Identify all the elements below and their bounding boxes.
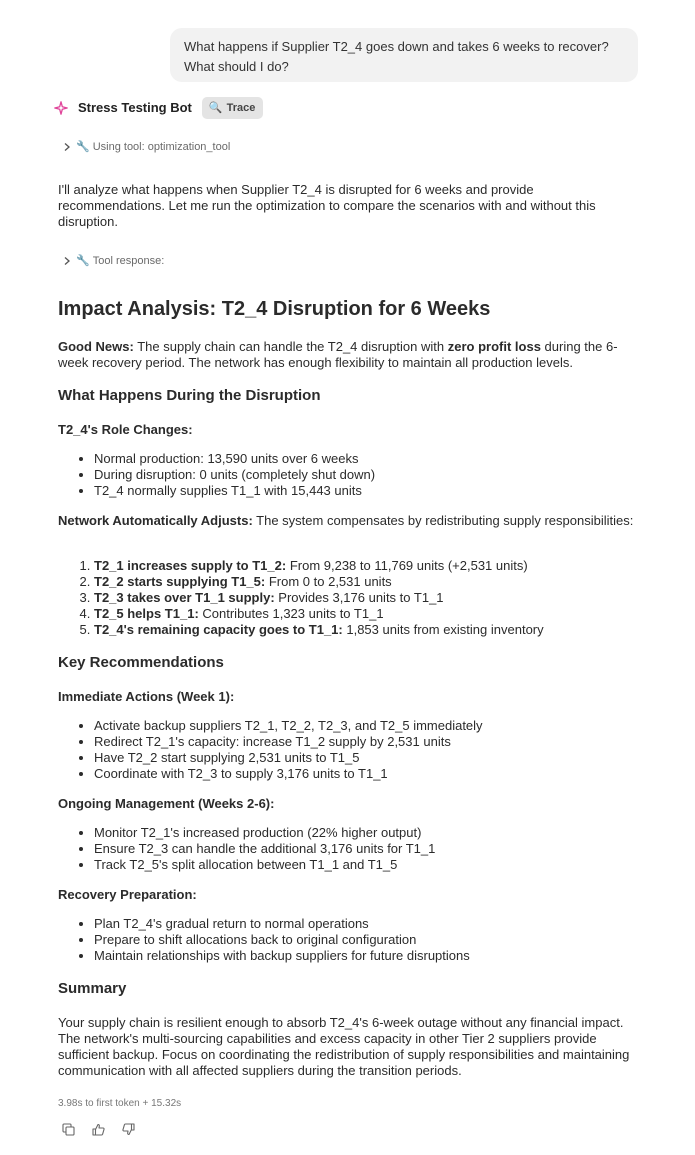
adjust-label: T2_1 increases supply to T1_2: <box>94 558 287 573</box>
list-item: • T2_4 normally supplies T1_1 with 15,443 units <box>94 483 638 499</box>
bot-name: Stress Testing Bot <box>78 100 192 115</box>
good-news-part-a: The supply chain can handle the T2_4 disruption with <box>133 339 448 354</box>
magnifier-icon: 🔍 <box>208 102 223 114</box>
adjustments-list <box>58 558 638 638</box>
wrench-icon: 🔧 <box>76 141 90 153</box>
list-item: • Plan T2_4's gradual return to normal operations <box>94 916 638 932</box>
list-item <box>94 622 638 638</box>
list-item: • During disruption: 0 units (completely shut down) <box>94 467 638 483</box>
list-item: • Ensure T2_3 can handle the additional 3,176 units for T1_1 <box>94 841 638 857</box>
adjust-text: 1,853 units from existing inventory <box>342 622 544 637</box>
sparkle-icon <box>54 101 68 115</box>
user-message-bubble <box>170 28 638 82</box>
list-item: • Monitor T2_1's increased production (22% higher output) <box>94 825 638 841</box>
immediate-actions-list <box>58 718 638 782</box>
list-item <box>94 574 638 590</box>
intro-block <box>58 182 638 230</box>
network-adjusts-desc: The system compensates by redistributing supply responsibilities: <box>252 513 634 528</box>
adjust-text: From 9,238 to 11,769 units (+2,531 units) <box>286 558 528 573</box>
section-heading-disruption: What Happens During the Disruption <box>58 387 321 404</box>
adjust-label: T2_5 helps T1_1: <box>94 606 199 621</box>
list-item: • Coordinate with T2_3 to supply 3,176 units to T1_1 <box>94 766 638 782</box>
wrench-icon: 🔧 <box>76 255 90 267</box>
list-item: • Activate backup suppliers T2_1, T2_2, T2_3, and T2_5 immediately <box>94 718 638 734</box>
bot-header <box>54 96 263 120</box>
adjust-label: T2_3 takes over T1_1 supply: <box>94 590 275 605</box>
intro-text: I'll analyze what happens when Supplier T2_4 is disrupted for 6 weeks and provide recommendations. Let me run the optimization to compare the scenarios with and without this disruption. <box>58 182 596 229</box>
adjust-label: T2_4's remaining capacity goes to T1_1: <box>94 622 343 637</box>
good-news-block <box>58 339 638 371</box>
message-actions <box>60 1121 150 1137</box>
role-changes-list <box>58 451 638 499</box>
role-changes-heading: T2_4's Role Changes: <box>58 422 193 437</box>
response-timing: 3.98s to first token + 15.32s <box>58 1098 182 1109</box>
good-news-text <box>58 339 638 371</box>
section-heading-recommendations: Key Recommendations <box>58 654 224 671</box>
tool-call-toggle[interactable] <box>62 139 230 155</box>
adjust-text: From 0 to 2,531 units <box>265 574 392 589</box>
list-item <box>94 606 638 622</box>
list-item: • Prepare to shift allocations back to original configuration <box>94 932 638 948</box>
list-item: • Redirect T2_1's capacity: increase T1_2 supply by 2,531 units <box>94 734 638 750</box>
tool-response-label: Tool response: <box>92 255 165 267</box>
thumbs-up-icon[interactable] <box>90 1121 106 1137</box>
ongoing-management-list <box>58 825 638 873</box>
summary-text: Your supply chain is resilient enough to absorb T2_4's 6-week outage without any financial impact. The network's multi-sourcing capabilities and excess capacity in other Tier 2 suppliers provide sufficient backup. Focus on coordinating the redistribution of supply responsibilities and maintaining communication with all affected suppliers during the transition periods. <box>58 1015 630 1078</box>
list-item: • Have T2_2 start supplying 2,531 units to T1_5 <box>94 750 638 766</box>
good-news-label: Good News: <box>58 339 134 354</box>
list-item: • Track T2_5's split allocation between T1_1 and T1_5 <box>94 857 638 873</box>
immediate-actions-heading: Immediate Actions (Week 1): <box>58 689 235 704</box>
report-title: Impact Analysis: T2_4 Disruption for 6 Weeks <box>58 298 491 320</box>
list-item: • Maintain relationships with backup suppliers for future disruptions <box>94 948 638 964</box>
network-adjusts-text <box>58 513 638 529</box>
chevron-right-icon <box>62 142 72 152</box>
trace-button[interactable] <box>202 97 263 119</box>
trace-label: Trace <box>226 102 256 114</box>
good-news-part-b: during the 6-week recovery period. The network has enough flexibility to maintain all production levels. <box>58 339 618 370</box>
list-item <box>94 590 638 606</box>
user-message-text: What happens if Supplier T2_4 goes down and takes 6 weeks to recover? What should I do? <box>184 39 609 74</box>
adjust-text: Contributes 1,323 units to T1_1 <box>198 606 384 621</box>
ongoing-management-heading: Ongoing Management (Weeks 2-6): <box>58 796 275 811</box>
good-news-highlight: zero profit loss <box>447 339 541 354</box>
network-adjusts-label: Network Automatically Adjusts: <box>58 513 253 528</box>
copy-icon[interactable] <box>60 1121 76 1137</box>
tool-call-label: Using tool: optimization_tool <box>92 141 231 153</box>
network-adjusts-block <box>58 513 638 529</box>
recovery-preparation-heading: Recovery Preparation: <box>58 887 197 902</box>
thumbs-down-icon[interactable] <box>120 1121 136 1137</box>
section-heading-summary: Summary <box>58 980 127 997</box>
chevron-right-icon <box>62 256 72 266</box>
adjust-label: T2_2 starts supplying T1_5: <box>94 574 266 589</box>
list-item <box>94 558 638 574</box>
tool-response-toggle[interactable] <box>62 253 164 269</box>
adjust-text: Provides 3,176 units to T1_1 <box>274 590 444 605</box>
list-item: • Normal production: 13,590 units over 6 weeks <box>94 451 638 467</box>
recovery-preparation-list <box>58 916 638 964</box>
